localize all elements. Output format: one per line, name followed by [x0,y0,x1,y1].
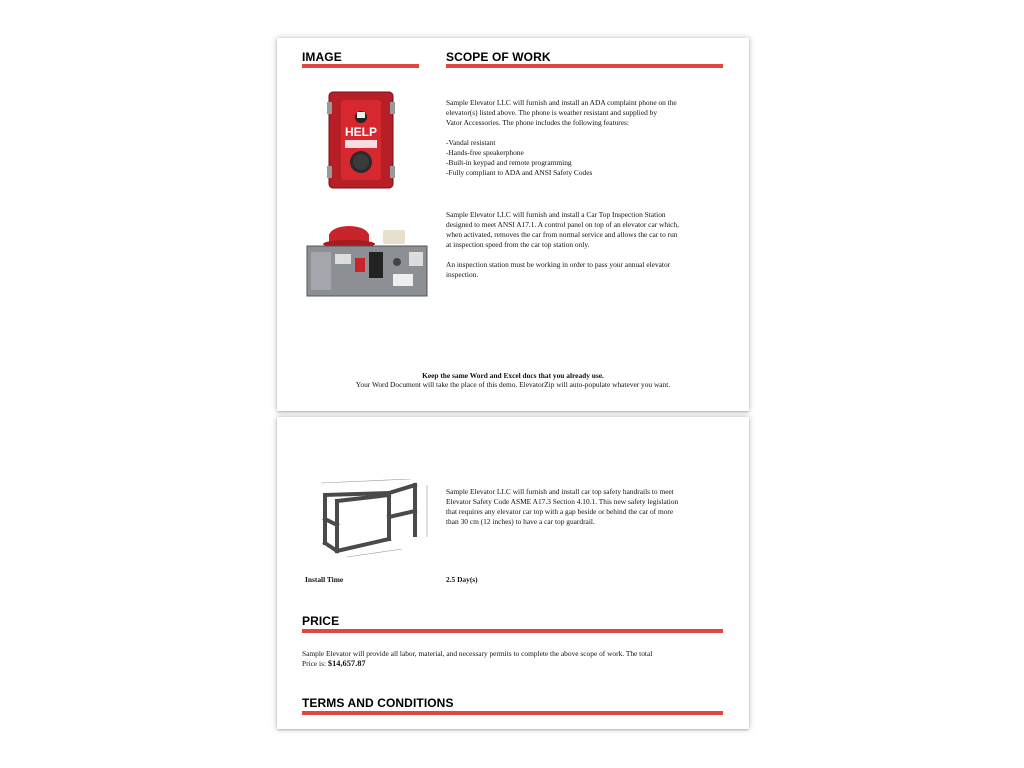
handrail-description: Sample Elevator LLC will furnish and install car top safety handrails to meet Elevator Safety Code ASME A17.3 Section 4.10.1. This new safety legislation that requires any elevator car top with a gap beside or behind the car of more than 30 cm (12 inches) to have a car top guardrail. [446,487,679,526]
price-description [302,649,742,669]
phone-description: Sample Elevator LLC will furnish and install an ADA complaint phone on the elevator(s) listed above. The phone is weather resistant and supplied by Vator Accessories. The phone includes the following features: -Vandal resistant -Hands-free speakerphone -Built-in keypad and remote programming -Fully compliant to ADA and ANSI Safety Codes [446,98,677,177]
image-column-header: IMAGE [302,50,342,64]
image-header-underline [302,64,419,68]
document-page-1 [277,38,749,411]
inspection-station-image [303,222,431,302]
phone-help-label: HELP [344,125,378,139]
price-header-underline [302,629,723,633]
inspection-station-description: Sample Elevator LLC will furnish and install a Car Top Inspection Station designed to meet ANSI A17.1. A control panel on top of an elevator car which, when activated, removes the car from normal service and allows the car to run at inspection speed from the car top station only. An inspection station must be working in order to pass your annual elevator inspection. [446,210,679,279]
terms-and-conditions-header: TERMS AND CONDITIONS [302,696,454,710]
document-page-2 [277,417,749,729]
price-value: $14,657.87 [327,659,366,668]
price-header: PRICE [302,614,340,628]
install-time-label: Install Time [305,575,344,584]
install-time-value: 2.5 Day(s) [446,575,478,584]
scope-of-work-header: SCOPE OF WORK [446,50,551,64]
terms-header-underline [302,711,723,715]
footer-note-heading: Keep the same Word and Excel docs that you already use. [422,371,604,380]
price-text: Sample Elevator will provide all labor, material, and necessary permits to complete the above scope of work. The total Price is: [302,649,653,668]
scope-header-underline [446,64,723,68]
emergency-phone-image [327,90,395,190]
footer-note-text: Your Word Document will take the place of this demo. ElevatorZip will auto-populate whatever you want. [355,380,671,389]
handrail-frame-image [307,479,437,565]
